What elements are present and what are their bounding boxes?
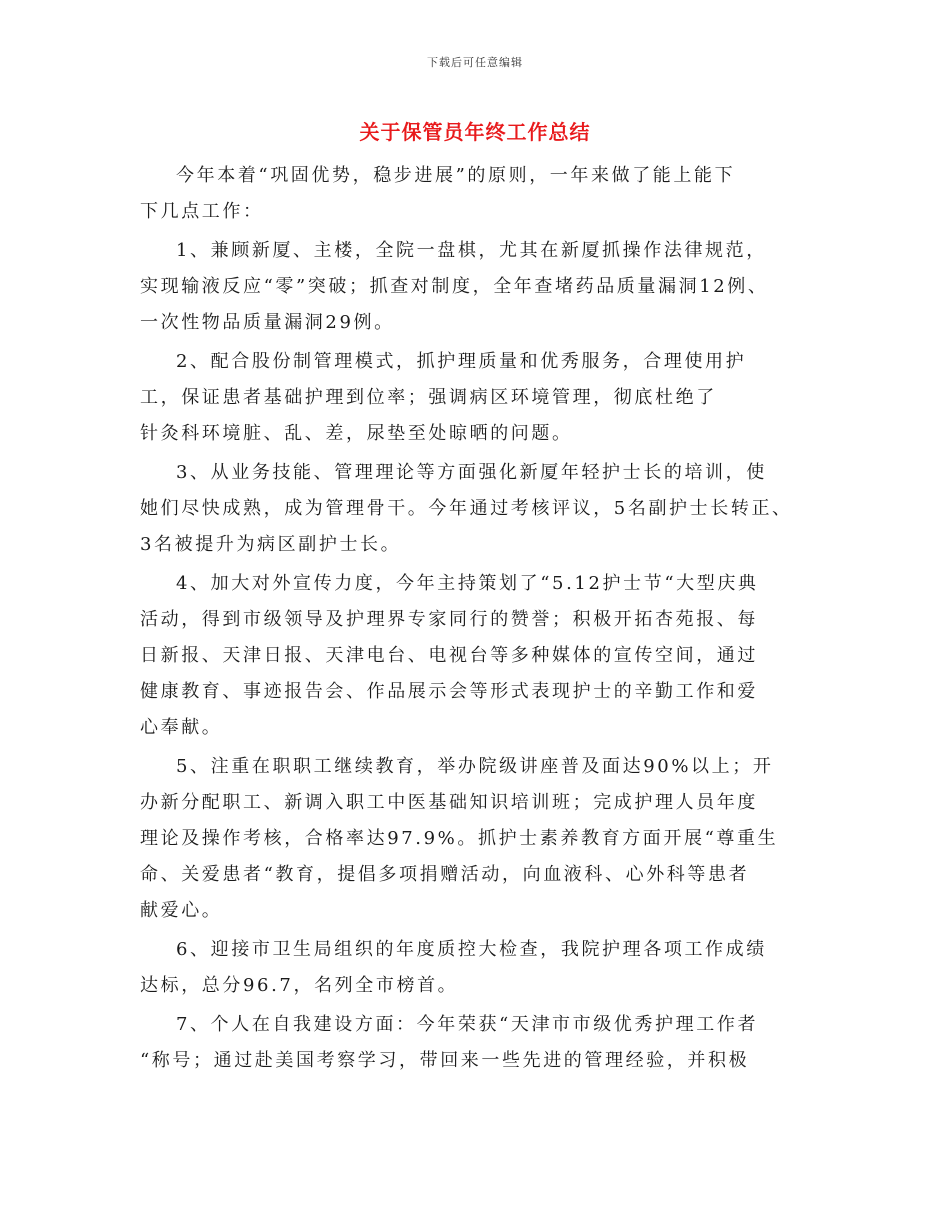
paragraph-line: 3、从业务技能、管理理论等方面强化新厦年轻护士长的培训，使 <box>176 462 767 483</box>
paragraph-line: 4、加大对外宣传力度，今年主持策划了“5.12护士节“大型庆典 <box>176 573 759 594</box>
paragraph-line: 3名被提升为病区副护士长。 <box>140 534 402 555</box>
paragraph-line: 办新分配职工、新调入职工中医基础知识培训班；完成护理人员年度 <box>140 792 758 813</box>
paragraph-line: 实现输液反应“零”突破；抓查对制度，全年查堵药品质量漏洞12例、 <box>140 276 769 297</box>
paragraph-line: 针灸科环境脏、乱、差，尿垫至处晾晒的问题。 <box>140 423 573 444</box>
paragraph-line: 健康教育、事迹报告会、作品展示会等形式表现护士的辛勤工作和爱 <box>140 681 758 702</box>
paragraph-line: 今年本着“巩固优势，稳步进展”的原则，一年来做了能上能下 <box>176 165 736 186</box>
paragraph-line: 日新报、天津日报、天津电台、电视台等多种媒体的宣传空间，通过 <box>140 645 758 666</box>
document-body <box>140 158 820 1079</box>
paragraph-line: 6、迎接市卫生局组织的年度质控大检查，我院护理各项工作成绩 <box>176 939 767 960</box>
document-title: 关于保管员年终工作总结 <box>359 120 591 144</box>
paragraph-line: 心奉献。 <box>140 717 223 738</box>
header-note: 下载后可任意编辑 <box>427 56 523 69</box>
paragraph-line: 7、个人在自我建设方面：今年荣获“天津市市级优秀护理工作者 <box>176 1014 759 1035</box>
paragraph-line: 活动，得到市级领导及护理界专家同行的赞誉；积极开拓杏苑报、每 <box>140 609 758 630</box>
paragraph-line: 一次性物品质量漏洞29例。 <box>140 312 395 333</box>
paragraph-line: 工，保证患者基础护理到位率；强调病区环境管理，彻底杜绝了 <box>140 387 717 408</box>
paragraph-line: 2、配合股份制管理模式，抓护理质量和优秀服务，合理使用护 <box>176 351 747 372</box>
paragraph-line: “称号；通过赴美国考察学习，带回来一些先进的管理经验，并积极 <box>140 1050 750 1071</box>
paragraph-line: 命、关爱患者“教育，提倡多项捐赠活动，向血液科、心外科等患者 <box>140 864 750 885</box>
paragraph-line: 达标，总分96.7，名列全市榜首。 <box>140 975 459 996</box>
paragraph-line: 1、兼顾新厦、主楼，全院一盘棋，尤其在新厦抓操作法律规范， <box>176 240 767 261</box>
paragraph-line: 理论及操作考核，合格率达97.9%。抓护士素养教育方面开展“尊重生 <box>140 828 779 849</box>
paragraph-line: 下几点工作： <box>140 201 264 222</box>
paragraph-line: 她们尽快成熟，成为管理骨干。今年通过考核评议，5名副护士长转正、 <box>140 498 793 519</box>
paragraph-line: 献爱心。 <box>140 900 223 921</box>
paragraph-line: 5、注重在职职工继续教育，举办院级讲座普及面达90%以上；开 <box>176 756 774 777</box>
